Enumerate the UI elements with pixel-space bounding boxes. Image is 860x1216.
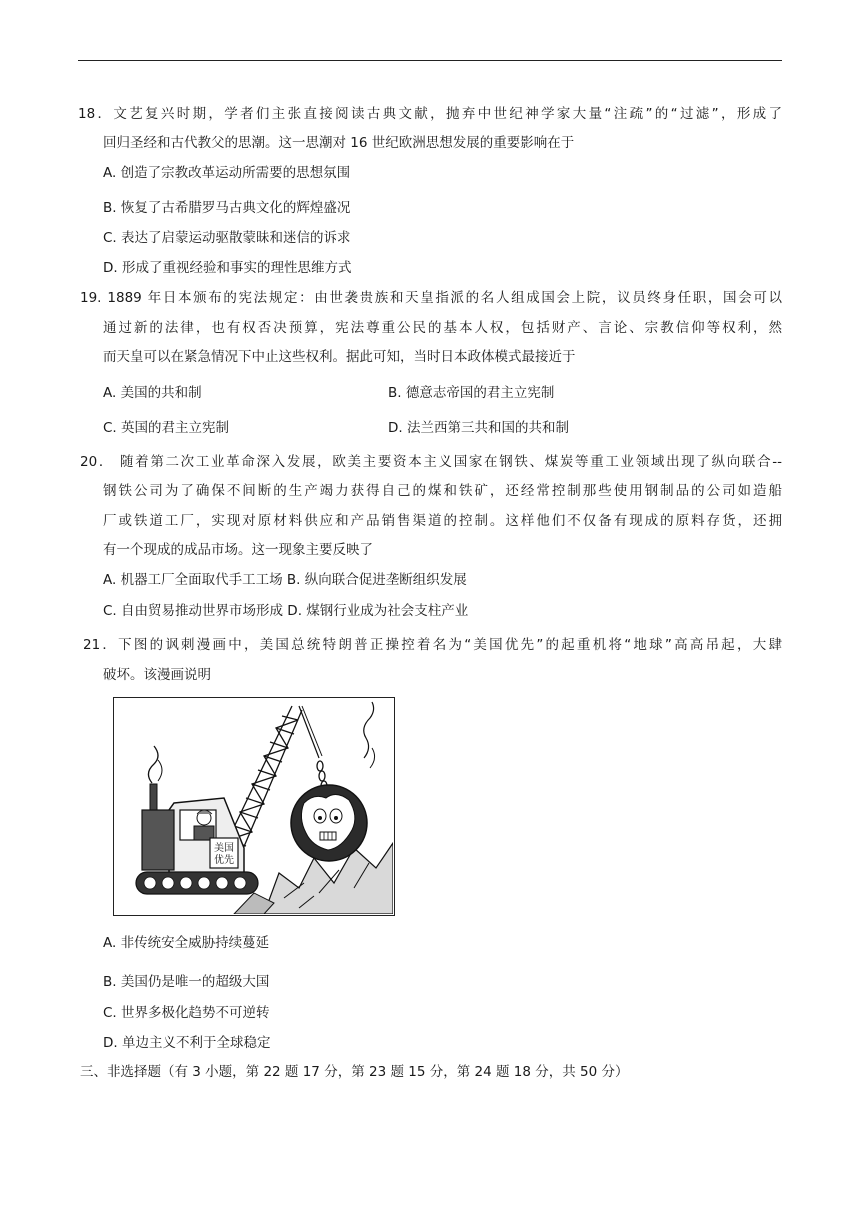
question-stem-line: 有一个现成的成品市场。这一现象主要反映了 xyxy=(103,542,373,558)
question-stem-line: 厂或铁道工厂，实现对原材料供应和产品销售渠道的控制。这样他们不仅备有现成的原料存货，还拥 xyxy=(103,513,782,529)
question-stem-line: 19. 1889 年日本颁布的宪法规定：由世袭贵族和天皇指派的名人组成国会上院，议员终身任职，国会可以 xyxy=(80,290,782,306)
option-ab: A. 机器工厂全面取代手工工场 B. 纵向联合促进垄断组织发展 xyxy=(103,572,467,588)
option-c: C. 英国的君主立宪制 xyxy=(103,420,230,436)
section-heading: 三、非选择题（有 3 小题，第 22 题 17 分，第 23 题 15 分，第 24 题 18 分，共 50 分） xyxy=(80,1064,629,1080)
option-a: A. 创造了宗教改革运动所需要的思想氛围 xyxy=(103,165,351,181)
option-a: A. 美国的共和制 xyxy=(103,385,202,401)
option-b: B. 德意志帝国的君主立宪制 xyxy=(388,385,555,401)
question-stem-line: 21．下图的讽刺漫画中，美国总统特朗普正操控着名为“美国优先”的起重机将“地球”高高吊起，大肆 xyxy=(83,637,782,653)
option-d: D. 形成了重视经验和事实的理性思维方式 xyxy=(103,260,352,276)
option-cd: C. 自由贸易推动世界市场形成 D. 煤钢行业成为社会支柱产业 xyxy=(103,603,469,619)
question-stem-line: 而天皇可以在紧急情况下中止这些权利。据此可知，当时日本政体模式最接近于 xyxy=(103,349,576,365)
question-stem-line: 18．文艺复兴时期，学者们主张直接阅读古典文献，抛弃中世纪神学家大量“注疏”的“过滤”，形成了 xyxy=(78,106,782,122)
option-c: C. 表达了启蒙运动驱散蒙昧和迷信的诉求 xyxy=(103,230,351,246)
cartoon-drawing xyxy=(114,698,393,914)
question-stem-line: 回归圣经和古代教父的思潮。这一思潮对 16 世纪欧洲思想发展的重要影响在于 xyxy=(103,135,575,151)
option-b: B. 恢复了古希腊罗马古典文化的辉煌盛况 xyxy=(103,200,351,216)
option-d: D. 法兰西第三共和国的共和制 xyxy=(388,420,569,436)
question-stem-line: 钢铁公司为了确保不间断的生产竭力获得自己的煤和铁矿，还经常控制那些使用钢制品的公司如造船 xyxy=(103,483,782,499)
question-stem-line: 20． 随着第二次工业革命深入发展，欧美主要资本主义国家在钢铁、煤炭等重工业领域出现了纵向联合-- xyxy=(80,454,782,470)
cab-sign-line-1: 美国 xyxy=(214,843,234,854)
question-stem-line: 破坏。该漫画说明 xyxy=(103,667,211,683)
option-c: C. 世界多极化趋势不可逆转 xyxy=(103,1005,270,1021)
option-a: A. 非传统安全威胁持续蔓延 xyxy=(103,935,270,951)
political-cartoon xyxy=(113,697,395,916)
header-rule xyxy=(78,60,782,61)
option-d: D. 单边主义不利于全球稳定 xyxy=(103,1035,271,1051)
question-stem-line: 通过新的法律，也有权否决预算，宪法尊重公民的基本人权，包括财产、言论、宗教信仰等权利，然 xyxy=(103,320,782,336)
option-b: B. 美国仍是唯一的超级大国 xyxy=(103,974,270,990)
cab-sign-line-2: 优先 xyxy=(214,855,234,866)
